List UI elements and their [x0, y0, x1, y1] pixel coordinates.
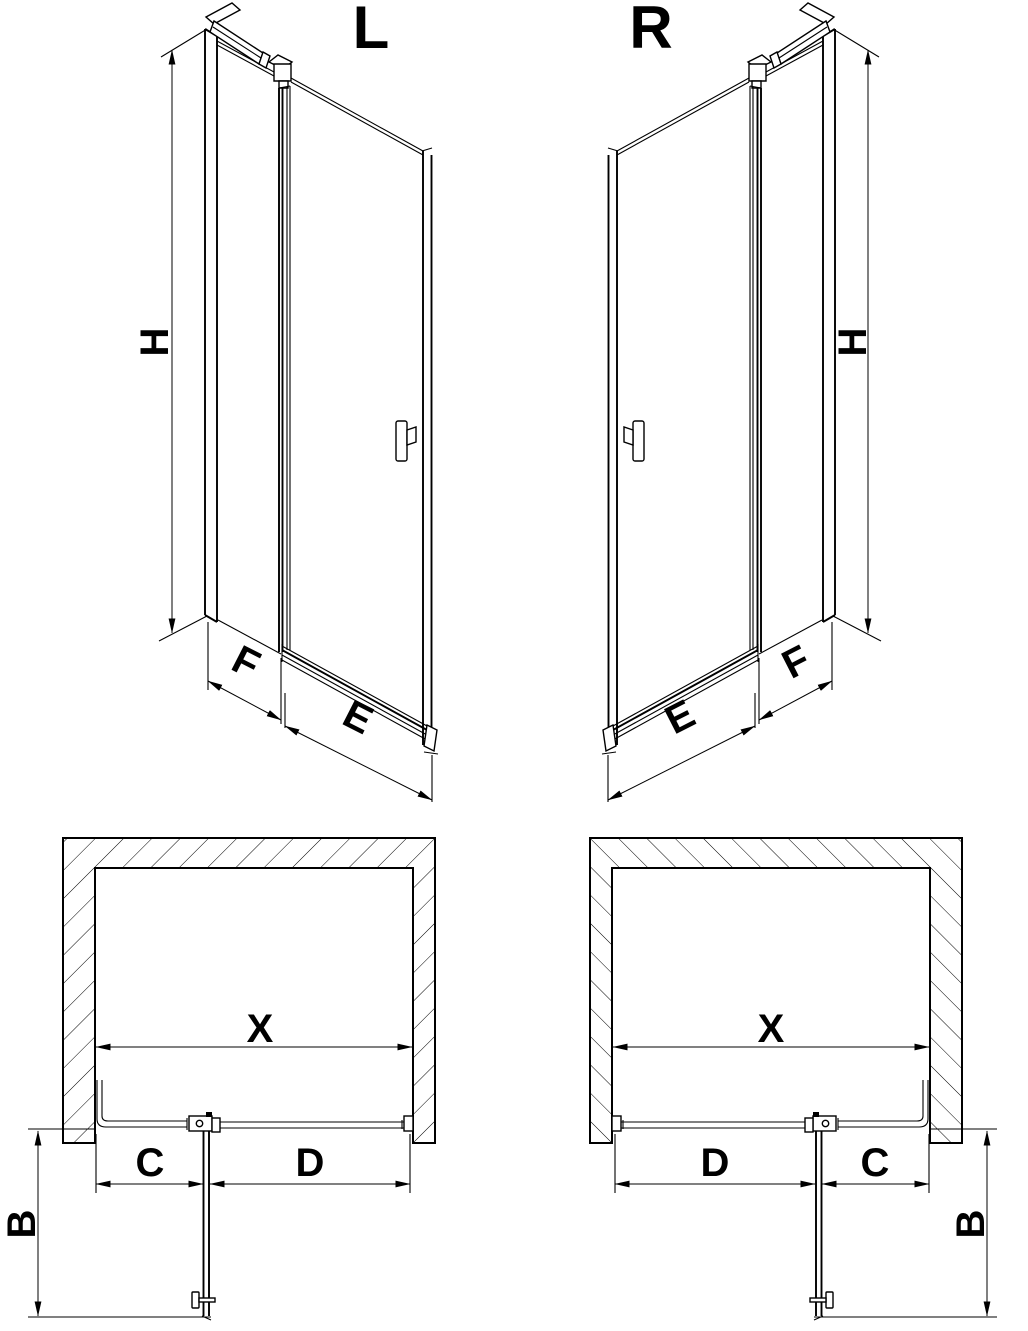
iso-right-geometry-mirrored [602, 3, 881, 802]
variant-label-left: L [352, 0, 390, 61]
iso-left-geometry [159, 3, 438, 802]
plan-view-left [0, 838, 435, 1320]
plan-view-right [590, 838, 997, 1320]
dim-label-B-left: B [0, 1209, 44, 1239]
dim-label-E-left: E [336, 691, 380, 744]
dim-label-H-right: H [831, 327, 875, 357]
variant-label-right: R [629, 0, 673, 61]
dim-label-C-right: C [860, 1141, 890, 1185]
dim-label-C-left: C [135, 1141, 165, 1185]
dim-label-H-left: H [133, 327, 177, 357]
iso-view-left [133, 0, 438, 802]
dim-label-B-right: B [949, 1209, 993, 1239]
dim-label-E-right: E [658, 691, 702, 744]
plan-right-geometry-mirrored [590, 838, 997, 1320]
dim-label-D-left: D [295, 1141, 325, 1185]
iso-view-right [602, 0, 881, 802]
dim-label-D-right: D [700, 1141, 730, 1185]
dim-label-F-left: F [225, 637, 267, 688]
plan-left-geometry [28, 838, 435, 1320]
dim-label-X-left: X [246, 1007, 274, 1051]
dim-label-X-right: X [757, 1007, 785, 1051]
dim-label-F-right: F [775, 637, 817, 688]
